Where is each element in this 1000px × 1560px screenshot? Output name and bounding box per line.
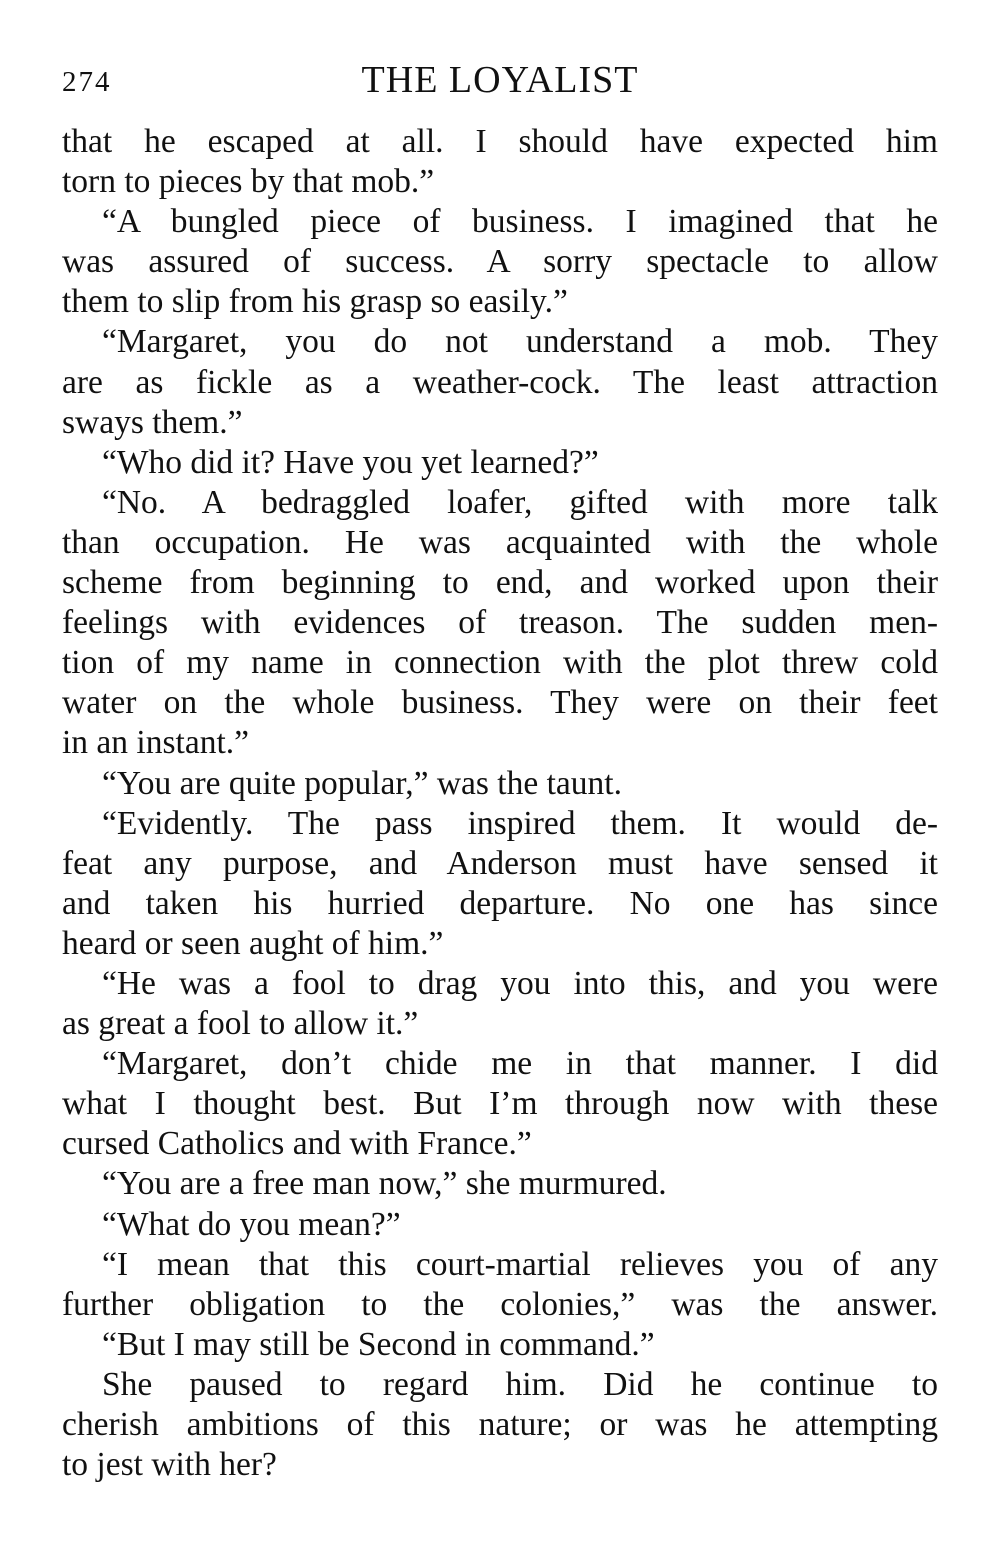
page-header — [62, 58, 938, 106]
page-number: 274 — [62, 66, 112, 98]
text-line: “But I may still be Second in command.” — [102, 1325, 655, 1363]
text-line: tion of my name in connection with the plot threw cold — [62, 644, 938, 682]
text-line: sways them.” — [62, 403, 243, 441]
text-line: cursed Catholics and with France.” — [62, 1125, 532, 1163]
text-line: heard or seen aught of him.” — [62, 924, 444, 962]
body-text — [62, 122, 938, 1485]
text-line: as great a fool to allow it.” — [62, 1005, 419, 1043]
text-line: water on the whole business. They were on their feet — [62, 684, 938, 722]
text-line: to jest with her? — [62, 1446, 277, 1484]
text-line: “Who did it? Have you yet learned?” — [102, 443, 599, 481]
text-line: scheme from beginning to end, and worked upon their — [62, 564, 938, 602]
text-line: “He was a fool to drag you into this, and you were — [102, 964, 938, 1002]
text-line: She paused to regard him. Did he continue to — [102, 1365, 938, 1403]
text-line: them to slip from his grasp so easily.” — [62, 283, 568, 321]
text-line: are as fickle as a weather-cock. The least attraction — [62, 363, 938, 401]
text-line: was assured of success. A sorry spectacle to allow — [62, 243, 938, 281]
text-line: “What do you mean?” — [102, 1205, 401, 1243]
text-line: “I mean that this court-martial relieves you of any — [102, 1245, 938, 1283]
text-line: feelings with evidences of treason. The sudden men- — [62, 604, 938, 642]
text-line: what I thought best. But I’m through now with these — [62, 1085, 938, 1123]
text-line: “You are quite popular,” was the taunt. — [102, 764, 622, 802]
text-line: feat any purpose, and Anderson must have sensed it — [62, 844, 938, 882]
text-line: “You are a free man now,” she murmured. — [102, 1165, 667, 1203]
text-line: in an instant.” — [62, 724, 249, 762]
text-line: than occupation. He was acquainted with the whole — [62, 523, 938, 561]
text-line: torn to pieces by that mob.” — [62, 163, 435, 201]
text-line: that he escaped at all. I should have expected him — [62, 123, 938, 160]
text-line: “Margaret, don’t chide me in that manner. I did — [102, 1045, 938, 1083]
text-line: “Evidently. The pass inspired them. It would de- — [102, 804, 938, 842]
running-head: THE LOYALIST — [361, 59, 639, 101]
text-line: cherish ambitions of this nature; or was he attempting — [62, 1406, 938, 1443]
text-line: “Margaret, you do not understand a mob. They — [102, 323, 938, 361]
text-line: “A bungled piece of business. I imagined that he — [102, 203, 938, 241]
text-line: further obligation to the colonies,” was the answer. — [62, 1285, 938, 1323]
text-line: “No. A bedraggled loafer, gifted with more talk — [102, 483, 938, 521]
text-line: and taken his hurried departure. No one has since — [62, 884, 938, 922]
